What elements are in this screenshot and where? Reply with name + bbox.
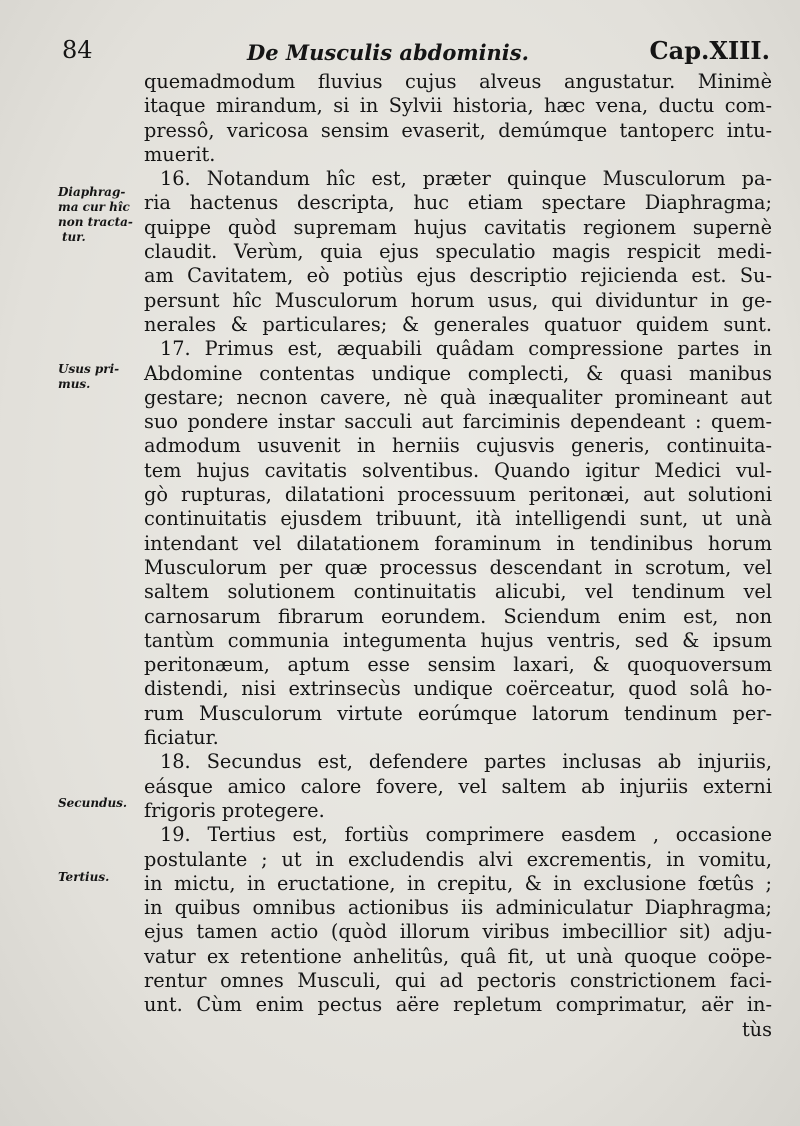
margin-note-line: mus. — [58, 377, 91, 391]
text-line: quemadmodum fluvius cujus alveus angustatur. Minimè — [144, 70, 772, 93]
chapter-heading: Cap.XIII. — [649, 36, 770, 65]
text-line: unt. Cùm enim pectus aëre repletum comprimatur, aër in- — [144, 993, 772, 1017]
text-line: muerit. — [144, 142, 216, 166]
paragraph — [144, 750, 772, 823]
text-line: ria hactenus descripta, huc etiam spectare Diaphragma; — [144, 191, 772, 215]
text-line: 17. Primus est, æquabili quâdam compressione partes in — [160, 337, 772, 361]
text-line: ejus tamen actio (quòd illorum viribus imbecillior sit) adju- — [144, 920, 772, 944]
paragraph — [144, 823, 772, 1017]
margin-note-line: Secundus. — [58, 796, 128, 810]
text-line: intendant vel dilatationem foraminum in tendinibus horum — [144, 531, 772, 555]
text-line: ficiatur. — [144, 726, 219, 750]
text-line: nerales & particulares; & generales quatuor quidem sunt. — [144, 312, 772, 336]
text-line: frigoris protegere. — [144, 798, 325, 822]
text-line: admodum usuvenit in herniis cujusvis generis, continuita- — [144, 434, 772, 458]
text-line: eásque amico calore fovere, vel saltem ab injuriis externi — [144, 774, 772, 798]
text-line: peritonæum, aptum esse sensim laxari, & quoquoversum — [144, 653, 772, 677]
text-line: pressô, varicosa sensim evaserit, demúmque tantoperc intu- — [144, 118, 772, 142]
margin-note-line: Usus pri- — [58, 362, 120, 376]
paragraph — [144, 337, 772, 750]
text-line: distendi, nisi extrinsecùs undique coërceatur, quod solâ ho- — [144, 677, 772, 701]
margin-note-secundus — [58, 796, 127, 811]
margin-note-tertius — [58, 870, 109, 885]
text-line: 16. Notandum hîc est, præter quinque Musculorum pa- — [160, 167, 772, 191]
margin-note-line: Tertius. — [58, 870, 110, 884]
margin-note-line: non tracta- — [58, 215, 133, 229]
margin-note-primus — [58, 362, 119, 392]
page-number: 84 — [62, 36, 93, 64]
text-line: tantùm communia integumenta hujus ventris, sed & ipsum — [144, 628, 772, 652]
text-line: quippe quòd supremam hujus cavitatis regionem supernè — [144, 215, 772, 239]
text-line: Musculorum per quæ processus descendant in scrotum, vel — [144, 555, 772, 579]
page-body — [144, 70, 772, 1042]
text-line: 19. Tertius est, fortiùs comprimere easdem , occasione — [160, 823, 772, 847]
text-line: saltem solutionem continuitatis alicubi, vel tendinum vel — [144, 580, 772, 604]
margin-note-line: ma cur hîc — [58, 200, 130, 214]
running-title: De Musculis abdominis. — [247, 40, 529, 65]
text-line: suo pondere instar sacculi aut farciminis dependeant : quem- — [144, 410, 772, 434]
text-line: continuitatis ejusdem tribuunt, ità intelligendi sunt, ut unà — [144, 507, 772, 531]
text-line: in quibus omnibus actionibus iis adminiculatur Diaphragma; — [144, 896, 772, 920]
text-line: postulante ; ut in excludendis alvi excrementis, in vomitu, — [144, 847, 772, 871]
margin-note-diaphragm — [58, 185, 133, 245]
page-header — [62, 32, 778, 72]
catchword: tùs — [741, 1017, 772, 1041]
margin-note-line: tur. — [62, 230, 86, 244]
text-line: 18. Secundus est, defendere partes inclusas ab injuriis, — [160, 750, 772, 774]
text-line: gestare; necnon cavere, nè quà inæqualiter promineant aut — [144, 385, 772, 409]
margin-note-line: Diaphrag- — [58, 185, 126, 199]
text-line: vatur ex retentione anhelitûs, quâ fit, ut unà quoque coöpe- — [144, 944, 772, 968]
text-line: tem hujus cavitatis solventibus. Quando igitur Medici vul- — [144, 458, 772, 482]
text-line: itaque mirandum, si in Sylvii historia, hæc vena, ductu com- — [144, 94, 772, 118]
text-line: carnosarum fibrarum eorundem. Sciendum enim est, non — [144, 604, 772, 628]
text-line: claudit. Verùm, quia ejus speculatio magis respicit medi- — [144, 240, 772, 264]
text-line: persunt hîc Musculorum horum usus, qui dividuntur in ge- — [144, 288, 772, 312]
paragraph — [144, 70, 772, 167]
text-line: rentur omnes Musculi, qui ad pectoris constrictionem faci- — [144, 968, 772, 992]
text-line: am Cavitatem, eò potiùs ejus descriptio rejicienda est. Su- — [144, 264, 772, 288]
text-line: Abdomine contentas undique complecti, & quasi manibus — [144, 361, 772, 385]
text-line: gò rupturas, dilatationi processuum peritonæi, aut solutioni — [144, 483, 772, 507]
text-line: in mictu, in eructatione, in crepitu, & in exclusione fœtûs ; — [144, 871, 772, 895]
text-line: rum Musculorum virtute eorúmque latorum tendinum per- — [144, 701, 772, 725]
paragraph — [144, 167, 772, 337]
